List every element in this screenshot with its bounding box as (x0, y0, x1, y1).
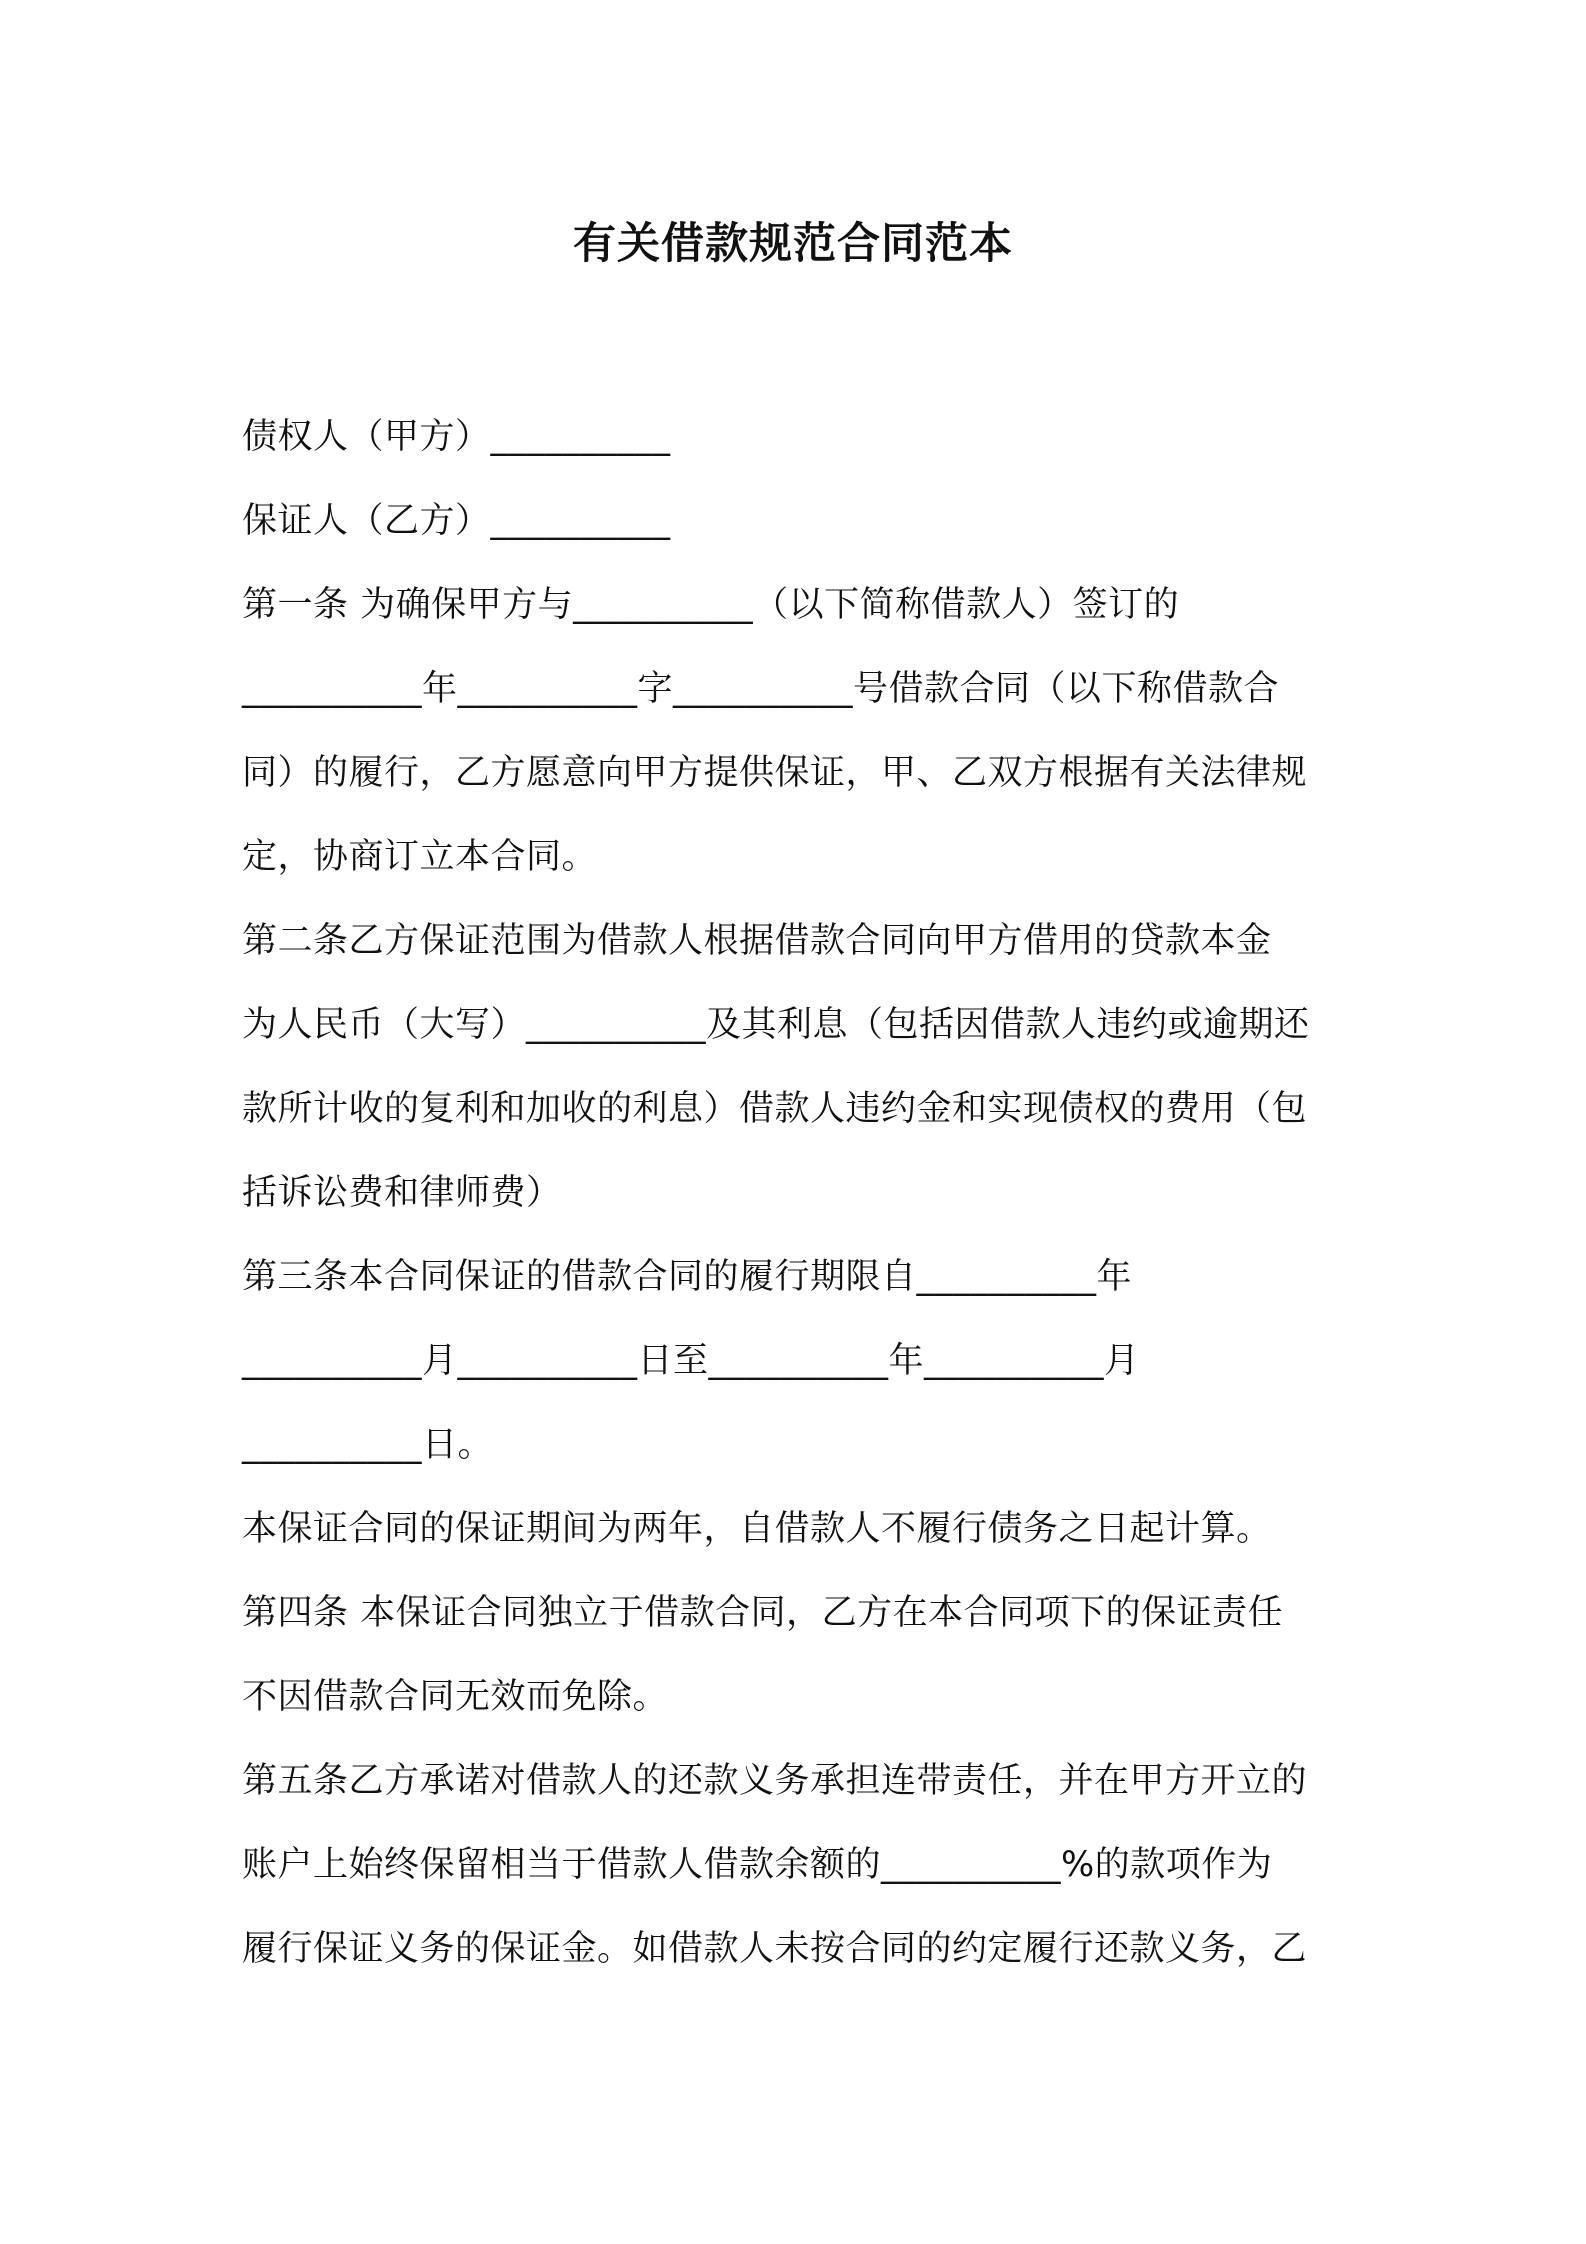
text-line: 本保证合同的保证期间为两年，自借款人不履行债务之日起计算。 (242, 1509, 1272, 1549)
text-line: 保证人（乙方）__________ (242, 501, 671, 541)
text-line: 款所计收的复利和加收的利息）借款人违约金和实现债权的费用（包 (242, 1089, 1308, 1129)
document-title: 有关借款规范合同范本 (573, 219, 1013, 269)
text-line: 账户上始终保留相当于借款人借款余额的__________%的款项作为 (242, 1845, 1273, 1885)
text-line: 括诉讼费和律师费） (242, 1173, 562, 1213)
text-line: 第四条 本保证合同独立于借款合同，乙方在本合同项下的保证责任 (242, 1593, 1284, 1633)
text-line: 第三条本合同保证的借款合同的履行期限自__________年 (242, 1257, 1133, 1297)
document-body (242, 407, 1362, 2003)
text-line: 不因借款合同无效而免除。 (242, 1677, 669, 1717)
text-line: 债权人（甲方）__________ (242, 417, 671, 457)
text-line: 第五条乙方承诺对借款人的还款义务承担连带责任，并在甲方开立的 (242, 1761, 1308, 1801)
text-line: 为人民币（大写）__________及其利息（包括因借款人违约或逾期还 (242, 1005, 1310, 1045)
text-line: 同）的履行，乙方愿意向甲方提供保证，甲、乙双方根据有关法律规 (242, 753, 1308, 793)
text-line: __________月__________日至__________年__________月 (242, 1341, 1140, 1381)
text-line: __________日。 (242, 1425, 494, 1465)
text-line: 履行保证义务的保证金。如借款人未按合同的约定履行还款义务，乙 (242, 1929, 1308, 1969)
text-line: 第一条 为确保甲方与__________（以下简称借款人）签订的 (242, 585, 1180, 625)
text-line: 第二条乙方保证范围为借款人根据借款合同向甲方借用的贷款本金 (242, 921, 1272, 961)
text-line: __________年__________字__________号借款合同（以下称借款合 (242, 669, 1280, 709)
text-line: 定，协商订立本合同。 (242, 837, 598, 877)
